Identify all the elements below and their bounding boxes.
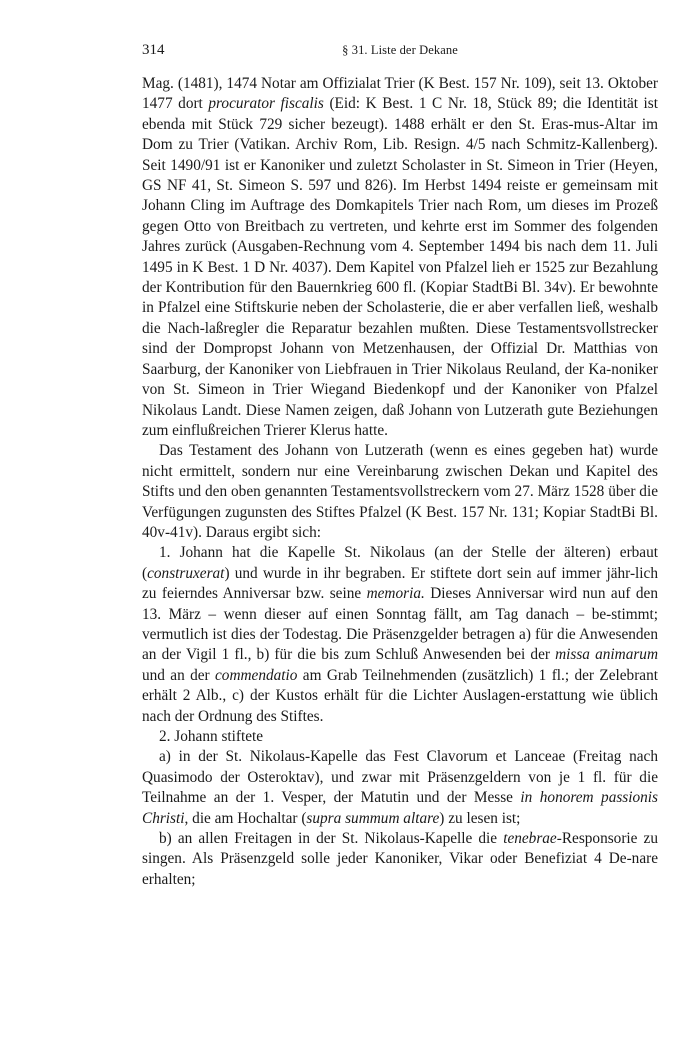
italic-term: in honorem passionis Christi — [142, 789, 658, 827]
italic-term: missa animarum — [555, 646, 658, 664]
running-title: § 31. Liste der Dekane — [342, 43, 458, 57]
paragraph-item-2b: b) an allen Freitagen in der St. Nikolaus-Kapelle die tenebrae-Responsorie zu singen. Als Präsenzgeld solle jeder Kanoniker, Vikar oder Benefiziat 4 De-nare erhalten; — [142, 830, 658, 888]
paragraph-biography: Mag. (1481), 1474 Notar am Offizialat Trier (K Best. 157 Nr. 109), seit 13. Oktober 1477 dort procurator fiscalis (Eid: K Best. 1 C Nr. 18, Stück 89; die Identität ist ebenda mit Stück 729 sicher bezeugt). 1488 erhält er den St. Eras-mus-Altar im Dom zu Trier (Vatikan. Archiv Rom, Lib. Resign. 4/5 nach Schmitz-Kallenberg). Seit 1490/91 ist er Kanoniker und zuletzt Scholaster in St. Simeon in Trier (Heyen, GS NF 41, St. Simeon S. 597 und 826). Im Herbst 1494 reiste er gemeinsam mit Johann Cling im Auftrage des Domkapitels Trier nach Rom, um dieses im Prozeß gegen Otto von Breitbach zu vertreten, und kehrte erst im Sommer des folgenden Jahres zurück (Ausgaben-Rechnung vom 4. September 1494 bis nach dem 11. Juli 1495 in K Best. 1 D Nr. 4037). Dem Kapitel von Pfalzel lieh er 1525 zur Bezahlung der Kontribution für den Bauernkrieg 600 fl. (Kopiar StadtBi Bl. 34v). Er bewohnte in Pfalzel eine Stiftskurie neben der Scholasterie, die er aber verfallen ließ, weshalb die Nach-laßregler die Reparatur bezahlen mußten. Diese Testamentsvollstrecker sind der Dompropst Johann von Metzenhausen, der Offizial Dr. Matthias von Saarburg, der Kanoniker von Liebfrauen in Trier Nikolaus Reuland, der Ka-noniker von St. Simeon in Trier Wiegand Biedenkopf und der Kanoniker von Pfalzel Nikolaus Landt. Diese Namen zeigen, daß Johann von Lutzerath gute Beziehungen zum einflußreichen Trierer Klerus hatte. — [142, 75, 659, 439]
italic-term: commendatio — [215, 666, 298, 684]
paragraph-testament: Das Testament des Johann von Lutzerath (wenn es eines gegeben hat) wurde nicht ermittelt, sondern nur eine Vereinbarung zwischen Dekan und Kapitel des Stifts und den oben genannten Testamentsvollstreckern vom 27. März 1528 über die Verfügungen zugunsten des Stiftes Pfalzel (K Best. 157 Nr. 131; Kopiar StadtBi Bl. 40v-41v). Daraus ergibt sich: — [142, 442, 658, 541]
italic-term: procurator fiscalis — [208, 95, 324, 113]
page-header — [142, 42, 658, 64]
body-text — [142, 74, 658, 890]
paragraph-item-1: 1. Johann hat die Kapelle St. Nikolaus (an der Stelle der älteren) erbaut (construxerat) und wurde in ihr begraben. Er stiftete dort sein auf immer jähr-lich zu feierndes Anniversar bzw. seine memoria. Dieses Anniversar wird nun auf den 13. März – wenn dieser auf einen Sonntag fällt, am Tag danach – be-stimmt; vermutlich ist dies der Todestag. Die Präsenzgelder betragen a) für die Anwesenden an der Vigil 1 fl., b) für die bis zum Schluß Anwesenden bei der missa animarum und an der commendatio am Grab Teilnehmenden (zusätzlich) 1 fl.; der Zelebrant erhält 2 Alb., c) der Kustos erhält für die Lichter Auslagen-erstattung wie üblich nach der Ordnung des Stiftes. — [142, 544, 658, 725]
paragraph-item-2a: a) in der St. Nikolaus-Kapelle das Fest Clavorum et Lanceae (Freitag nach Quasimodo der Osteroktav), und zwar mit Präsenzgeldern von je 1 fl. für die Teilnahme an der 1. Vesper, der Matutin und der Messe in honorem passionis Christi, die am Hochaltar (supra summum altare) zu lesen ist; — [142, 748, 658, 827]
page-number: 314 — [142, 42, 165, 58]
paragraph-item-2: 2. Johann stiftete — [159, 728, 264, 745]
italic-term: memoria. — [366, 585, 425, 603]
italic-term: supra summum altare — [306, 809, 440, 827]
italic-term: construxerat — [147, 564, 225, 582]
italic-term: tenebrae — [503, 830, 557, 848]
